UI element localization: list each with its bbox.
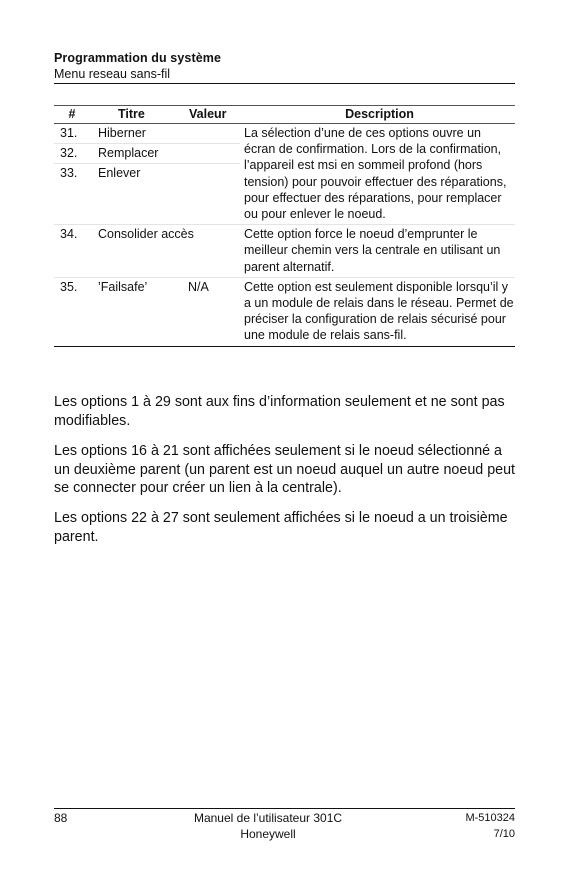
row-title: Enlever xyxy=(98,166,141,180)
row-number: 35. xyxy=(60,279,78,294)
page-number: 88 xyxy=(54,811,68,825)
table-row xyxy=(54,278,240,297)
footer-doc-code: M-510324 xyxy=(465,812,515,824)
section-title: Programmation du système xyxy=(54,51,222,65)
row-title: Consolider accès xyxy=(98,227,194,242)
row-number: 31. xyxy=(60,126,78,140)
header-value: Valeur xyxy=(189,107,227,121)
row-description: Cette option est seulement disponible lorsqu’il y a un module de relais dans le réseau. Permet de préciser la configuration de relais sécurisé pour une module de relais sans-fil. xyxy=(244,279,514,343)
table-row xyxy=(54,144,240,164)
row-number: 32. xyxy=(60,146,78,160)
row-group-cells xyxy=(54,124,240,183)
table-row-group xyxy=(54,124,515,225)
table-header-row xyxy=(54,106,515,124)
row-group-cells xyxy=(54,225,240,244)
row-group-cells xyxy=(54,278,240,297)
footer-rule xyxy=(54,808,515,809)
row-value: N/A xyxy=(188,279,209,294)
row-title: ’Failsafe’ xyxy=(98,279,148,294)
section-subtitle: Menu reseau sans-fil xyxy=(54,67,171,81)
table-row xyxy=(54,124,240,144)
header-title: Titre xyxy=(118,107,145,121)
body-paragraph: Les options 22 à 27 sont seulement affichées si le noeud a un troisième parent. xyxy=(54,510,508,545)
header-number: # xyxy=(68,107,76,121)
body-paragraph: Les options 16 à 21 sont affichées seulement si le noeud sélectionné a un deuxième parent (un parent est un noeud auquel un autre noeud peut se connecter pour créer un lien à la centrale). xyxy=(54,443,516,497)
options-table xyxy=(54,105,515,347)
table-row xyxy=(54,225,240,244)
row-number: 33. xyxy=(60,166,78,180)
table-row-group xyxy=(54,225,515,278)
row-description: Cette option force le noeud d’emprunter le meilleur chemin vers la centrale en utilisant un parent alternatif. xyxy=(244,227,501,274)
table-row xyxy=(54,164,240,183)
footer-doc-date: 7/10 xyxy=(493,828,515,840)
row-title: Hiberner xyxy=(98,126,146,140)
row-description: La sélection d’une de ces options ouvre un écran de confirmation. Lors de la confirmation, l’appareil est msi en sommeil profond (hors tension) pour pouvoir effectuer des réparations, pour effectuer des réparations, pour remplacer ou pour enlever le noeud. xyxy=(244,126,507,222)
footer-brand: Honeywell xyxy=(240,827,296,841)
header-description: Description xyxy=(345,107,414,121)
row-number: 34. xyxy=(60,227,78,242)
body-paragraph: Les options 1 à 29 sont aux fins d’information seulement et ne sont pas modifiables. xyxy=(54,394,505,429)
table-row-group xyxy=(54,278,515,347)
header-rule xyxy=(54,83,515,84)
footer-manual-title: Manuel de l’utilisateur 301C xyxy=(193,811,343,825)
row-title: Remplacer xyxy=(98,146,159,160)
